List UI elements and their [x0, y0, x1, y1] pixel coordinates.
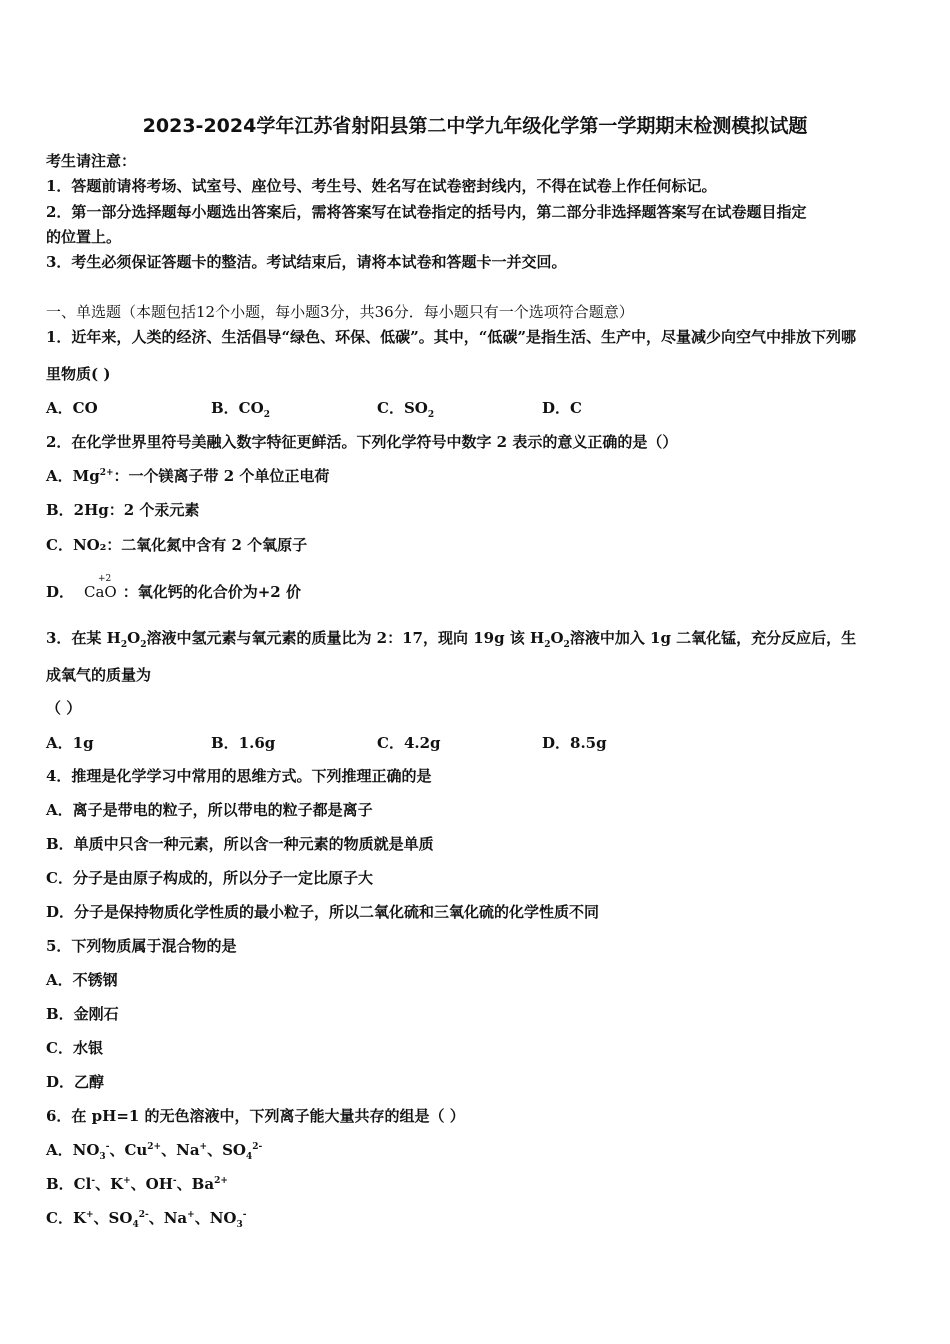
q6-option-c: C．K+、$SO_4^{2-}$、Na+、$NO_3^-$: [46, 1209, 247, 1230]
q1-option-b: B．$CO_2$: [211, 399, 270, 420]
q1-stem-cont: 里物质( ): [46, 365, 111, 383]
notice-item: 的位置上。: [46, 228, 122, 246]
section-heading: 一、单选题（本题包括12个小题，每小题3分，共36分．每小题只有一个选项符合题意）: [46, 303, 634, 321]
q2-option-d: D． +2 CaO ：氧化钙的化合价为+2 价: [46, 574, 301, 601]
notice-heading: 考生请注意：: [46, 152, 137, 170]
q3-stem-cont: 成氧气的质量为: [46, 666, 152, 684]
q6-stem: 6．在 pH=1 的无色溶液中，下列离子能大量共存的组是（ ）: [46, 1107, 465, 1125]
q1-stem: 1．近年来，人类的经济、生活倡导“绿色、环保、低碳”。其中，“低碳”是指生活、生产中，尽量减少向空气中排放下列哪: [46, 328, 856, 346]
page-title: 2023-2024学年江苏省射阳县第二中学九年级化学第一学期期末检测模拟试题: [142, 115, 808, 137]
q4-option-b: B．单质中只含一种元素，所以含一种元素的物质就是单质: [46, 835, 434, 853]
q4-option-a: A．离子是带电的粒子，所以带电的粒子都是离子: [46, 801, 373, 819]
q3-stem: 3．在某 $H_2O_2$溶液中氢元素与氧元素的质量比为 2：17，现向 19g 该 $H_2O_2$溶液中加入 1g 二氧化锰，充分反应后，生: [46, 629, 857, 650]
q3-option-a: A．1g: [46, 734, 94, 752]
q1-option-d: D．C: [542, 399, 582, 417]
q2-option-a: A．$Mg^{2+}$：一个镁离子带 2 个单位正电荷: [46, 467, 330, 485]
q3-answer-bracket: （ ）: [46, 699, 82, 717]
notice-item: 2．第一部分选择题每小题选出答案后，需将答案写在试卷指定的括号内，第二部分非选择题答案写在试卷题目指定: [46, 203, 807, 221]
q5-option-c: C．水银: [46, 1039, 103, 1057]
q2-option-b: B．2Hg：2 个汞元素: [46, 501, 200, 519]
q5-option-a: A．不锈钢: [46, 971, 118, 989]
q2-option-c: C．NO₂：二氧化氮中含有 2 个氧原子: [46, 536, 308, 554]
notice-item: 3．考生必须保证答题卡的整洁。考试结束后，请将本试卷和答题卡一并交回。: [46, 253, 567, 271]
q3-option-c: C．4.2g: [377, 734, 441, 752]
q1-option-c: C．$SO_2$: [377, 399, 435, 420]
q5-option-b: B．金刚石: [46, 1005, 119, 1023]
q2-stem: 2．在化学世界里符号美融入数字特征更鲜活。下列化学符号中数字 2 表示的意义正确的是（）: [46, 433, 678, 451]
q5-option-d: D．乙醇: [46, 1073, 105, 1091]
q3-option-d: D．8.5g: [542, 734, 607, 752]
q6-option-b: B．Cl-、K+、OH-、$Ba^{2+}$: [46, 1175, 228, 1193]
q4-option-d: D．分子是保持物质化学性质的最小粒子，所以二氧化硫和三氧化硫的化学性质不同: [46, 903, 600, 921]
q6-option-a: A．$NO_3^-$、$Cu^{2+}$、Na+、$SO_4^{2-}$: [46, 1141, 263, 1162]
q5-stem: 5．下列物质属于混合物的是: [46, 937, 237, 955]
q1-option-a: A．CO: [46, 399, 98, 417]
notice-item: 1．答题前请将考场、试室号、座位号、考生号、姓名写在试卷密封线内，不得在试卷上作任何标记。: [46, 177, 717, 195]
q4-option-c: C．分子是由原子构成的，所以分子一定比原子大: [46, 869, 373, 887]
q4-stem: 4．推理是化学学习中常用的思维方式。下列推理正确的是: [46, 767, 432, 785]
q3-option-b: B．1.6g: [211, 734, 276, 752]
cao-formula: +2 CaO: [84, 574, 117, 601]
